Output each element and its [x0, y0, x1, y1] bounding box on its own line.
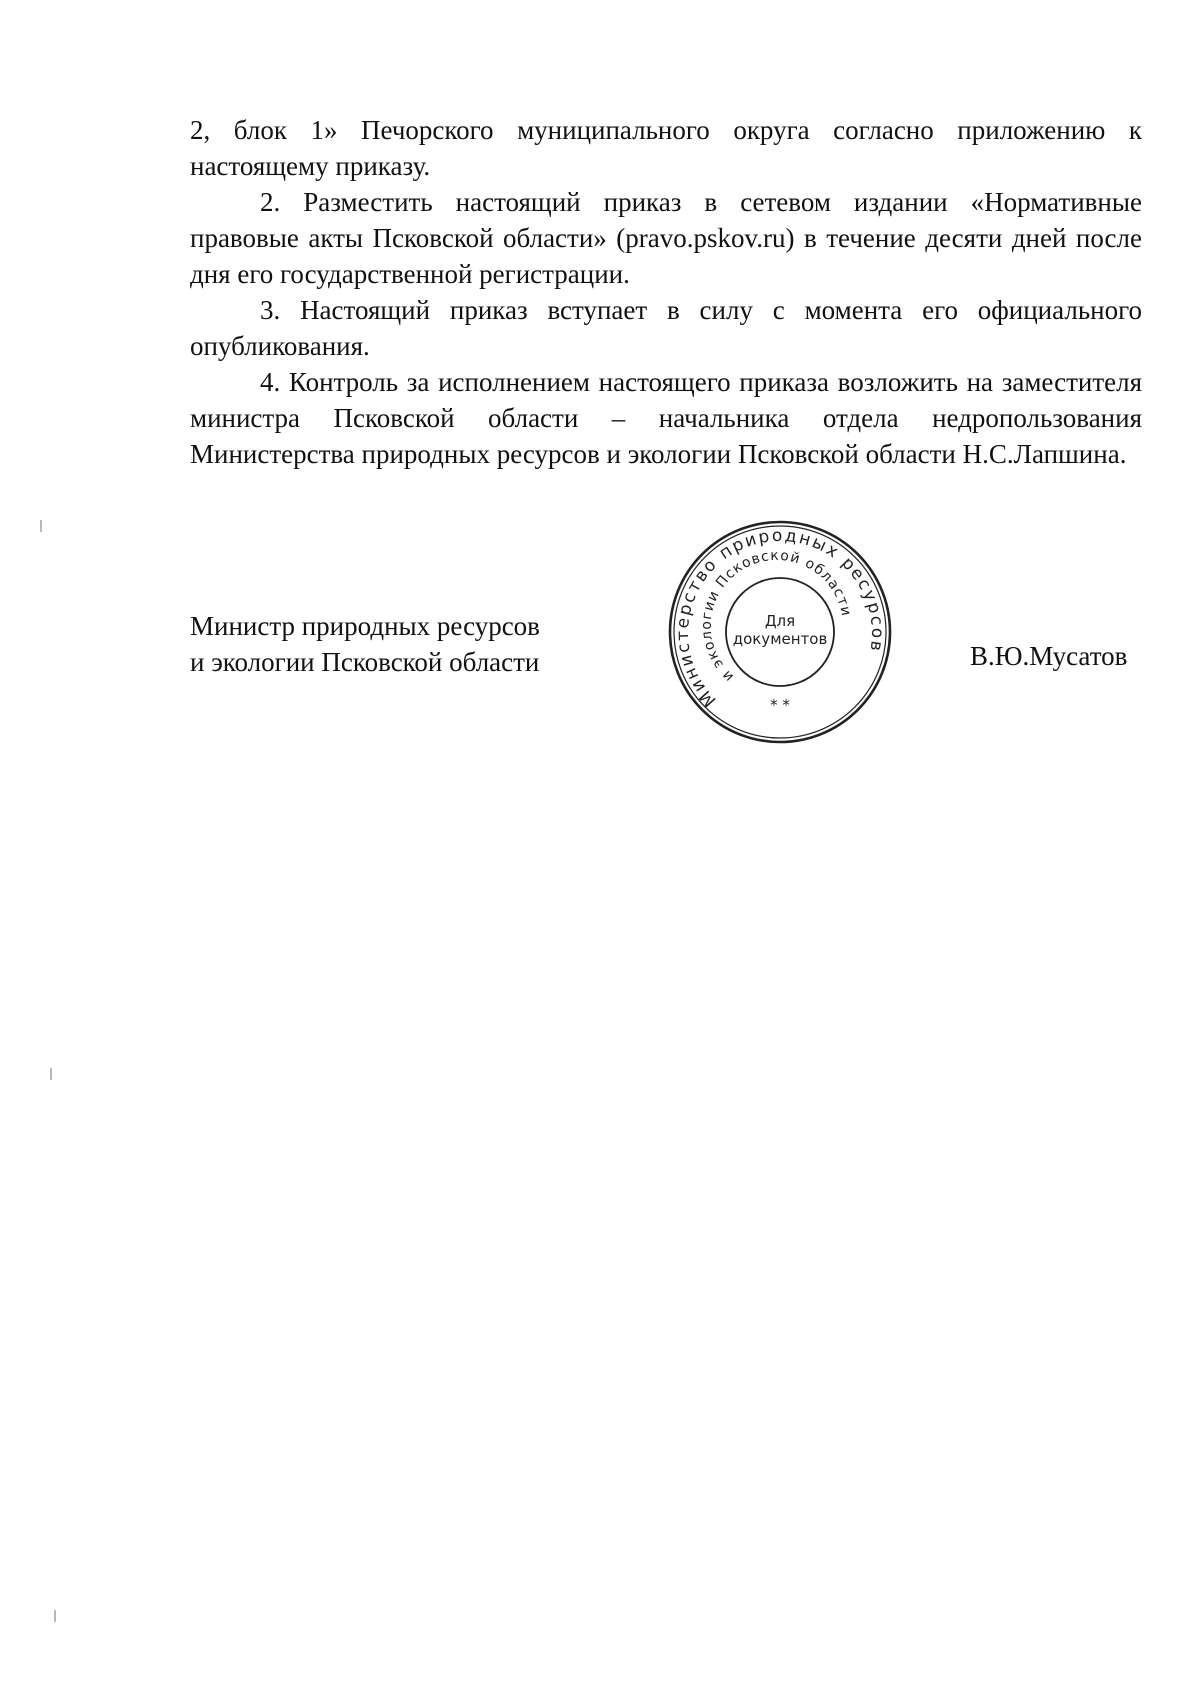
paragraph-2: 2. Разместить настоящий приказ в сетевом издании «Нормативные правовые акты Псковской области» (pravo.pskov.ru) в течение десяти дней после дня его государственной регистрации.	[190, 187, 1142, 289]
signer-position-line: и экологии Псковской области	[190, 647, 540, 677]
signer-position	[190, 608, 540, 680]
official-seal	[664, 516, 896, 748]
seal-center-line2: документов	[732, 630, 828, 648]
scan-artifact	[54, 1610, 56, 1622]
scan-artifact	[50, 1068, 52, 1080]
seal-inner-text: и экологии Псковской области	[698, 547, 855, 685]
paragraph-4: 4. Контроль за исполнением настоящего приказа возложить на заместителя министра Псковской области – начальника отдела недропользования Министерства природных ресурсов и экологии Псковской области Н.С.Лапшина.	[190, 367, 1142, 469]
seal-center-line1: Для	[764, 612, 796, 630]
paragraph-continuation: 2, блок 1» Печорского муниципального округа согласно приложению к настоящему приказу.	[190, 115, 1142, 181]
scan-artifact	[40, 520, 42, 532]
paragraph-3: 3. Настоящий приказ вступает в силу с момента его официального опубликования.	[190, 295, 1142, 361]
signer-position-line: Министр природных ресурсов	[190, 611, 540, 641]
signer-name: В.Ю.Мусатов	[970, 641, 1128, 671]
seal-outer-text: Министерство природных ресурсов	[672, 525, 888, 711]
document-body	[190, 112, 1142, 472]
seal-stars: * *	[770, 696, 790, 714]
